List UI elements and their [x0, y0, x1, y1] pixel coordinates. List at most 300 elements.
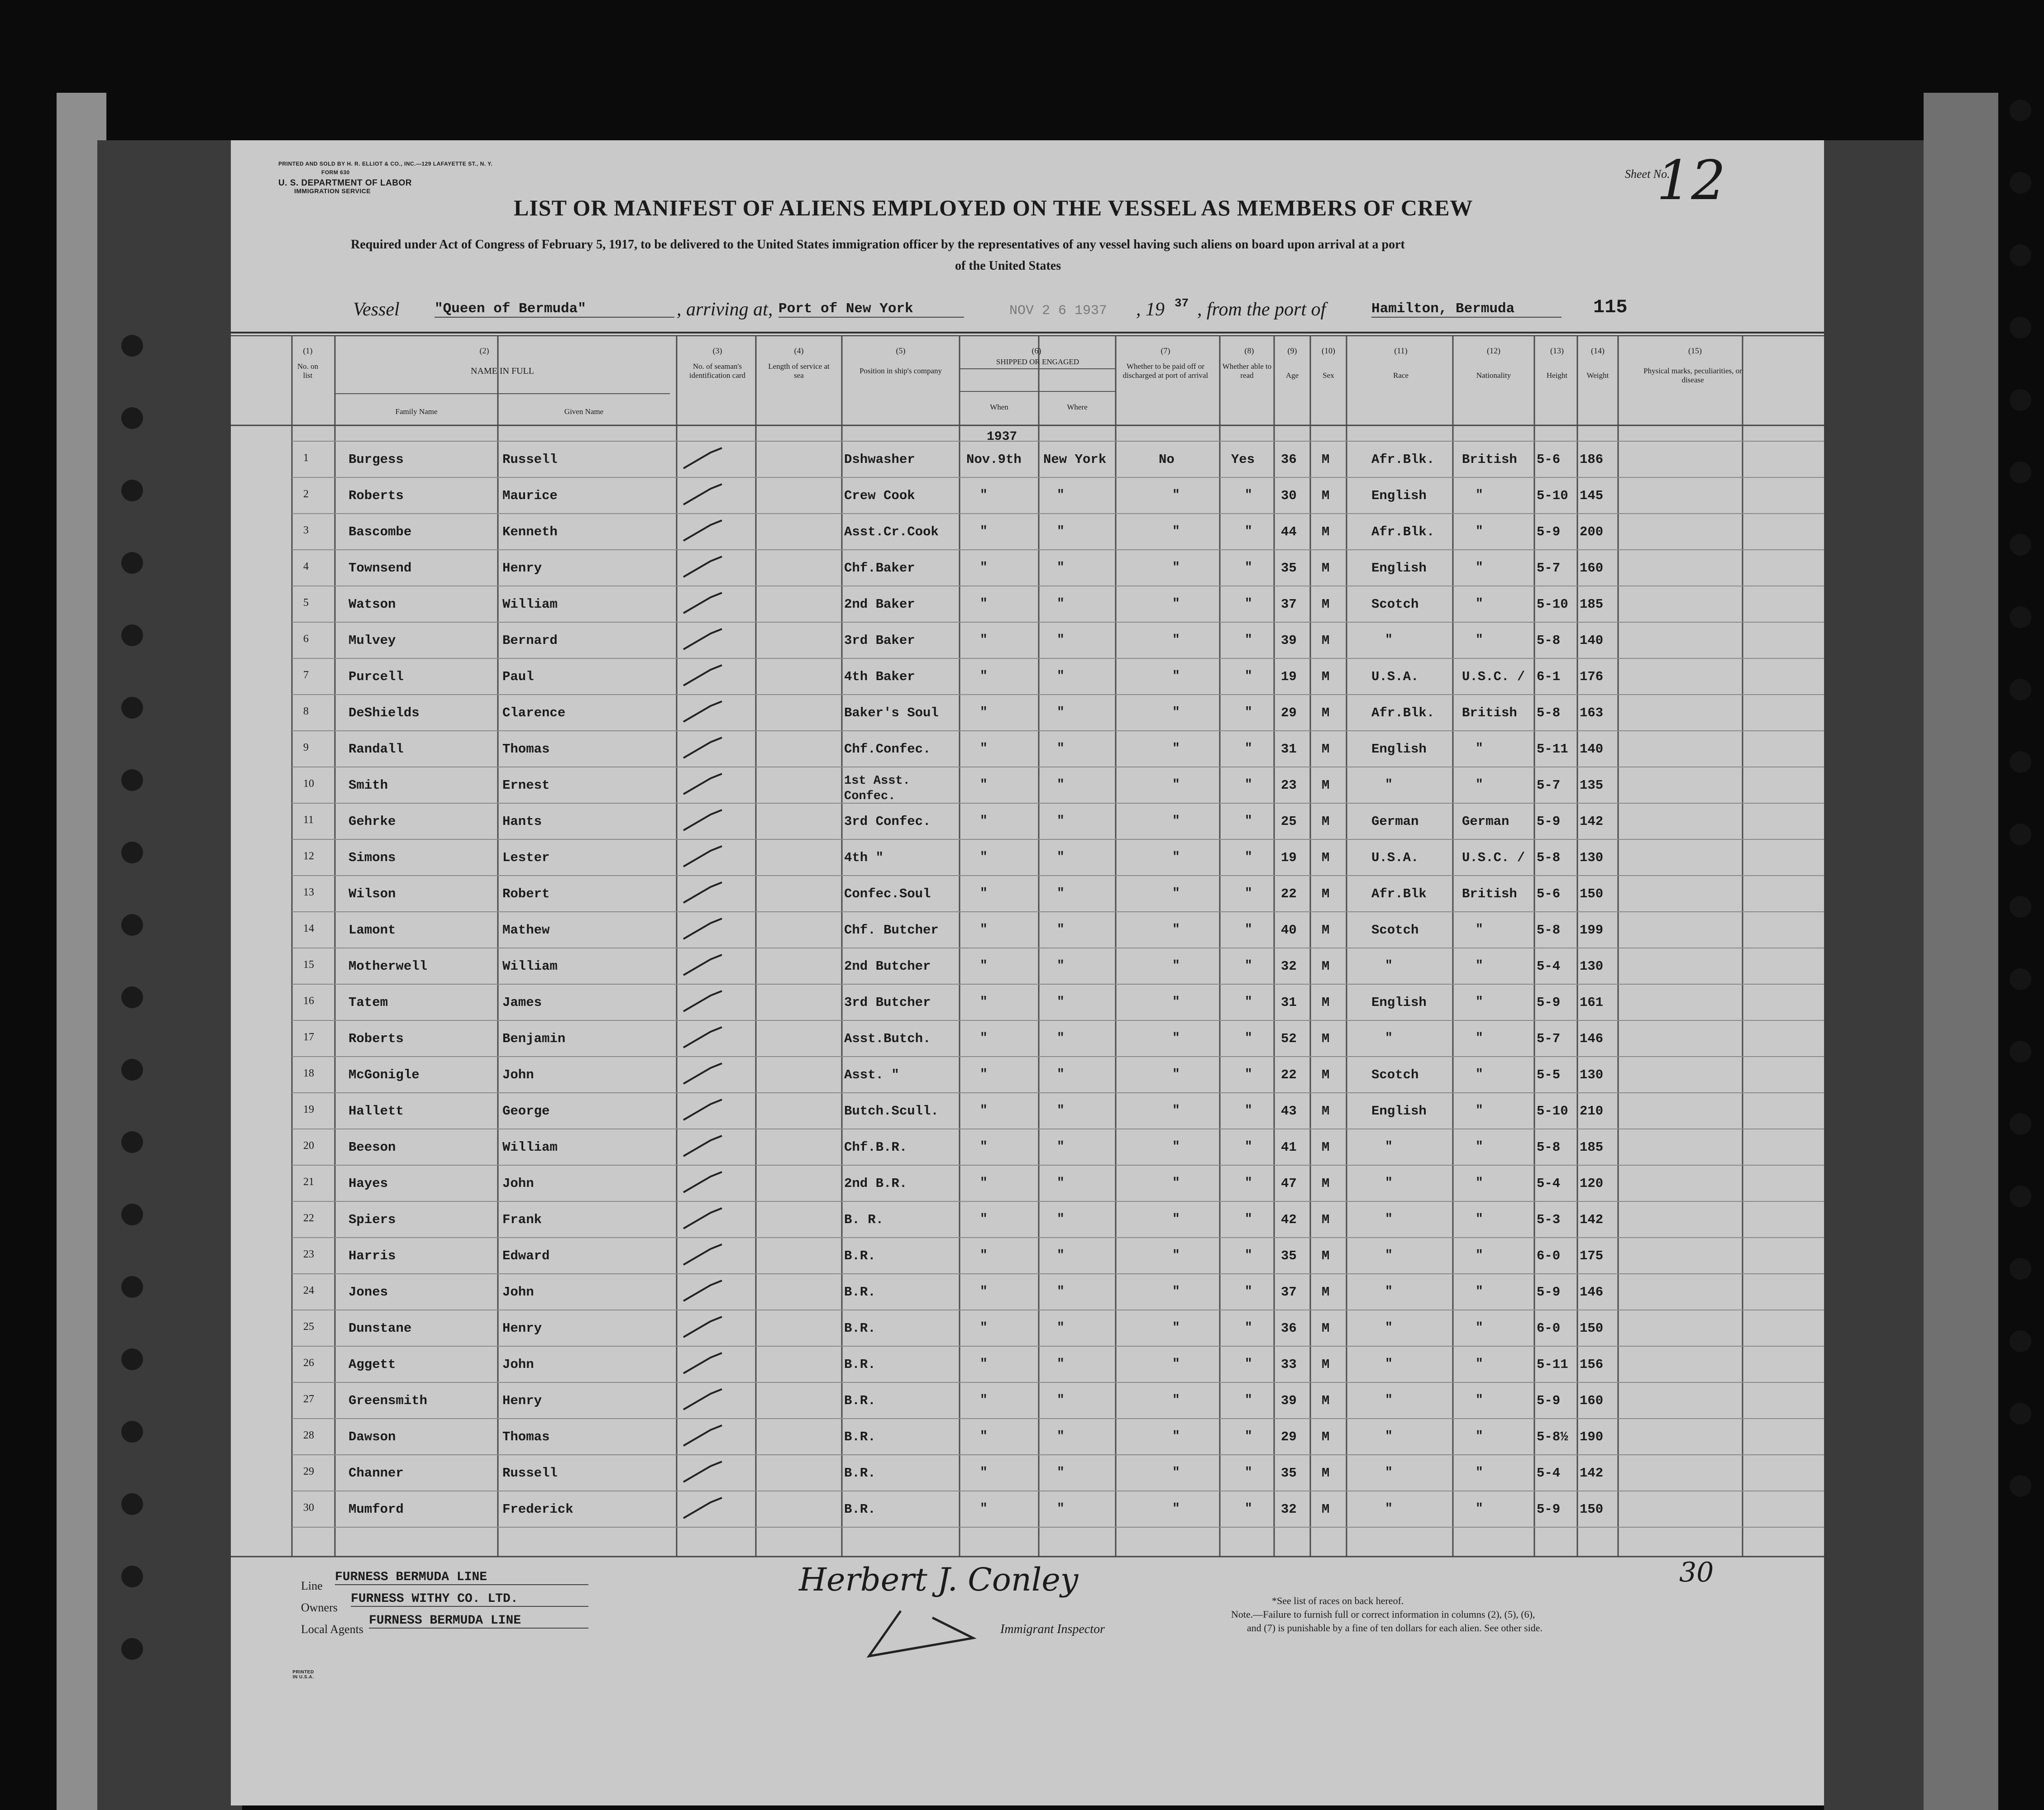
cell-height: 5-7	[1537, 561, 1561, 576]
cell-able-read: "	[1245, 742, 1252, 756]
cell-height: 5-4	[1537, 1176, 1561, 1191]
cell-family-name: Mulvey	[349, 633, 396, 648]
cell-where: "	[1057, 886, 1065, 900]
cell-height: 5-8	[1537, 923, 1561, 938]
cell-where: "	[1057, 850, 1065, 864]
table-row	[231, 514, 1824, 550]
cell-given-name: Robert	[502, 886, 550, 901]
cell-paid-off: "	[1172, 1067, 1180, 1081]
cell-no: 29	[303, 1466, 314, 1477]
cell-no: 19	[303, 1104, 314, 1115]
cell-given-name: Bernard	[502, 633, 558, 648]
cell-nationality: U.S.C. /	[1462, 850, 1525, 865]
cell-height: 5-11	[1537, 742, 1568, 757]
cell-no: 6	[303, 633, 309, 645]
cell-paid-off: "	[1172, 886, 1180, 900]
cell-where: "	[1057, 561, 1065, 575]
cell-given-name: Clarence	[502, 705, 566, 720]
cell-given-name: Henry	[502, 1393, 542, 1408]
hdr-nationality: Nationality	[1476, 371, 1511, 380]
table-row	[231, 658, 1824, 695]
cell-race: "	[1385, 1248, 1393, 1262]
table-row	[231, 876, 1824, 912]
colnum-14: (14)	[1591, 346, 1605, 355]
from-port: Hamilton, Bermuda	[1371, 301, 1562, 318]
year-prefix: , 19	[1136, 299, 1165, 320]
cell-position: 4th Baker	[844, 669, 915, 684]
cell-given-name: Ernest	[502, 778, 550, 793]
cell-family-name: Randall	[349, 742, 404, 757]
sprocket-hole	[2010, 896, 2031, 918]
cell-age: 42	[1281, 1212, 1297, 1227]
cell-weight: 142	[1580, 1212, 1604, 1227]
cell-no: 4	[303, 561, 309, 572]
cell-sex: M	[1322, 1285, 1330, 1300]
cell-family-name: Hayes	[349, 1176, 388, 1191]
cell-when: "	[980, 959, 988, 973]
cell-race: "	[1385, 1140, 1393, 1154]
cell-sex: M	[1322, 1357, 1330, 1372]
table-row	[231, 441, 1824, 477]
hdr-position: Position in ship's company	[859, 367, 942, 375]
cell-paid-off: "	[1172, 1429, 1180, 1443]
table-row	[231, 984, 1824, 1020]
cell-sex: M	[1322, 959, 1330, 974]
cell-family-name: Tatem	[349, 995, 388, 1010]
cell-paid-off: "	[1172, 1357, 1180, 1371]
cell-weight: 120	[1580, 1176, 1604, 1191]
cell-able-read: "	[1245, 778, 1252, 792]
colnum-4: (4)	[794, 346, 804, 355]
cell-nationality: "	[1476, 1393, 1483, 1407]
subtitle-line2: of the United States	[955, 259, 1061, 273]
cell-given-name: William	[502, 1140, 558, 1155]
cell-height: 5-10	[1537, 488, 1568, 503]
table-row	[231, 1346, 1824, 1382]
cell-position: B.R.	[844, 1393, 876, 1408]
cell-given-name: Edward	[502, 1248, 550, 1263]
table-row	[231, 1129, 1824, 1165]
cell-paid-off: "	[1172, 488, 1180, 502]
cell-given-name: Frank	[502, 1212, 542, 1227]
cell-family-name: Purcell	[349, 669, 404, 684]
cell-paid-off: "	[1172, 633, 1180, 647]
cell-sex: M	[1322, 452, 1330, 467]
cell-height: 5-8	[1537, 850, 1561, 865]
table-row	[231, 912, 1824, 948]
cell-when: "	[980, 1466, 988, 1480]
cell-family-name: Wilson	[349, 886, 396, 901]
table-row	[231, 1419, 1824, 1455]
cell-able-read: "	[1245, 1466, 1252, 1480]
cell-nationality: "	[1476, 1321, 1483, 1335]
cell-weight: 150	[1580, 1321, 1604, 1336]
cell-height: 5-9	[1537, 1502, 1561, 1517]
cell-weight: 200	[1580, 524, 1604, 539]
cell-given-name: George	[502, 1104, 550, 1119]
cell-able-read: "	[1245, 886, 1252, 900]
hdr-when: When	[990, 403, 1008, 411]
cell-no: 26	[303, 1357, 314, 1369]
cell-able-read: "	[1245, 1285, 1252, 1299]
cell-age: 22	[1281, 886, 1297, 901]
cell-height: 5-10	[1537, 597, 1568, 612]
cell-position: 2nd Butcher	[844, 959, 931, 974]
inspector-signature: Herbert J. Conley	[799, 1561, 1079, 1598]
cell-race: "	[1385, 959, 1393, 973]
cell-paid-off: "	[1172, 1285, 1180, 1299]
cell-height: 6-1	[1537, 669, 1561, 684]
cell-weight: 185	[1580, 597, 1604, 612]
cell-sex: M	[1322, 669, 1330, 684]
cell-sex: M	[1322, 1466, 1330, 1481]
cell-height: 5-8	[1537, 1140, 1561, 1155]
cell-sex: M	[1322, 923, 1330, 938]
cell-position: B.R.	[844, 1285, 876, 1300]
cell-race: English	[1371, 488, 1427, 503]
cell-no: 14	[303, 923, 314, 934]
cell-position: B.R.	[844, 1248, 876, 1263]
cell-no: 3	[303, 524, 309, 536]
cell-able-read: "	[1245, 524, 1252, 538]
hdr-name-in-full: NAME IN FULL	[471, 366, 534, 376]
cell-when: "	[980, 488, 988, 502]
table-row	[231, 550, 1824, 586]
manifest-sheet	[231, 140, 1824, 1805]
sprocket-hole	[121, 1421, 143, 1443]
sprocket-hole	[121, 914, 143, 936]
cell-height: 5-6	[1537, 452, 1561, 467]
cell-race: "	[1385, 1176, 1393, 1190]
cell-where: "	[1057, 1466, 1065, 1480]
table-row	[231, 1057, 1824, 1093]
colnum-15: (15)	[1688, 346, 1702, 355]
cell-sex: M	[1322, 1140, 1330, 1155]
colnum-8: (8)	[1244, 346, 1254, 355]
cell-race: U.S.A.	[1371, 850, 1419, 865]
cell-able-read: "	[1245, 705, 1252, 719]
cell-race: Afr.Blk.	[1371, 452, 1435, 467]
sprocket-hole	[2010, 751, 2031, 773]
cell-height: 5-10	[1537, 1104, 1568, 1119]
cell-race: "	[1385, 1285, 1393, 1299]
cell-age: 19	[1281, 850, 1297, 865]
cell-position: Chf.Baker	[844, 561, 915, 576]
cell-nationality: "	[1476, 742, 1483, 756]
cell-given-name: Paul	[502, 669, 534, 684]
cell-age: 22	[1281, 1067, 1297, 1082]
cell-age: 52	[1281, 1031, 1297, 1046]
arriving-label: , arriving at,	[677, 299, 773, 320]
cell-when: "	[980, 1393, 988, 1407]
cell-nationality: "	[1476, 1031, 1483, 1045]
cell-height: 5-9	[1537, 1285, 1561, 1300]
department: U. S. DEPARTMENT OF LABOR	[278, 178, 412, 188]
cell-paid-off: "	[1172, 923, 1180, 937]
backing-right	[1824, 140, 1924, 1810]
manifest-number: 115	[1593, 296, 1628, 318]
cell-where: "	[1057, 669, 1065, 683]
cell-no: 8	[303, 705, 309, 717]
cell-when: "	[980, 778, 988, 792]
cell-able-read: "	[1245, 1067, 1252, 1081]
cell-able-read: "	[1245, 814, 1252, 828]
cell-where: "	[1057, 1067, 1065, 1081]
cell-nationality: "	[1476, 959, 1483, 973]
cell-weight: 160	[1580, 1393, 1604, 1408]
cell-given-name: Mathew	[502, 923, 550, 938]
cell-nationality: British	[1462, 705, 1517, 720]
cell-family-name: Townsend	[349, 561, 412, 576]
cell-able-read: "	[1245, 1212, 1252, 1226]
cell-family-name: Roberts	[349, 488, 404, 503]
cell-paid-off: "	[1172, 1321, 1180, 1335]
cell-position: 3rd Butcher	[844, 995, 931, 1010]
cell-when: "	[980, 1104, 988, 1118]
cell-position: Butch.Scull.	[844, 1104, 939, 1119]
cell-where: "	[1057, 1393, 1065, 1407]
cell-weight: 160	[1580, 561, 1604, 576]
cell-paid-off: "	[1172, 742, 1180, 756]
cell-where: "	[1057, 923, 1065, 937]
cell-age: 41	[1281, 1140, 1297, 1155]
cell-race: English	[1371, 1104, 1427, 1119]
cell-able-read: Yes	[1231, 452, 1255, 467]
cell-position: B. R.	[844, 1212, 884, 1227]
colnum-9: (9)	[1287, 346, 1297, 355]
cell-paid-off: "	[1172, 778, 1180, 792]
cell-weight: 190	[1580, 1429, 1604, 1444]
cell-family-name: Channer	[349, 1466, 404, 1481]
cell-given-name: John	[502, 1357, 534, 1372]
arriving-port: Port of New York	[778, 301, 964, 318]
cell-family-name: Aggett	[349, 1357, 396, 1372]
cell-position: 2nd B.R.	[844, 1176, 907, 1191]
cell-nationality: "	[1476, 597, 1483, 611]
cell-position: Crew Cook	[844, 488, 915, 503]
cell-no: 12	[303, 850, 314, 862]
table-row	[231, 1310, 1824, 1346]
cell-height: 5-8	[1537, 633, 1561, 648]
cell-where: "	[1057, 524, 1065, 538]
cell-paid-off: "	[1172, 1031, 1180, 1045]
cell-sex: M	[1322, 488, 1330, 503]
sprocket-hole	[2010, 462, 2031, 483]
cell-position: B.R.	[844, 1429, 876, 1444]
cell-position: 4th "	[844, 850, 884, 865]
cell-age: 35	[1281, 1248, 1297, 1263]
cell-paid-off: "	[1172, 561, 1180, 575]
cell-nationality: "	[1476, 1212, 1483, 1226]
cell-given-name: Russell	[502, 452, 558, 467]
cell-where: "	[1057, 742, 1065, 756]
cell-race: U.S.A.	[1371, 669, 1419, 684]
cell-sex: M	[1322, 633, 1330, 648]
agents-label: Local Agents	[301, 1623, 363, 1636]
cell-nationality: "	[1476, 1140, 1483, 1154]
table-row	[231, 1274, 1824, 1310]
cell-where: New York	[1043, 452, 1107, 467]
cell-weight: 186	[1580, 452, 1604, 467]
cell-when: "	[980, 1357, 988, 1371]
colnum-3: (3)	[712, 346, 722, 355]
cell-height: 5-3	[1537, 1212, 1561, 1227]
cell-no: 9	[303, 742, 309, 753]
cell-family-name: Dawson	[349, 1429, 396, 1444]
cell-nationality: "	[1476, 778, 1483, 792]
cell-nationality: "	[1476, 524, 1483, 538]
cell-when: "	[980, 633, 988, 647]
cell-where: "	[1057, 1140, 1065, 1154]
cell-weight: 130	[1580, 850, 1604, 865]
cell-no: 24	[303, 1285, 314, 1296]
cell-position: B.R.	[844, 1357, 876, 1372]
margin-note: 30	[1679, 1557, 1714, 1588]
backing-left	[97, 140, 242, 1810]
cell-when: "	[980, 1502, 988, 1516]
sheet-label: Sheet No.	[1625, 167, 1670, 181]
cell-no: 18	[303, 1067, 314, 1079]
cell-age: 32	[1281, 1502, 1297, 1517]
cell-position: Chf.B.R.	[844, 1140, 907, 1155]
cell-sex: M	[1322, 561, 1330, 576]
colnum-13: (13)	[1550, 346, 1564, 355]
cell-where: "	[1057, 597, 1065, 611]
cell-height: 5-9	[1537, 814, 1561, 829]
cell-able-read: "	[1245, 669, 1252, 683]
sprocket-hole	[121, 1131, 143, 1153]
cell-nationality: "	[1476, 633, 1483, 647]
service: IMMIGRATION SERVICE	[294, 187, 371, 195]
cell-weight: 142	[1580, 1466, 1604, 1481]
cell-age: 23	[1281, 778, 1297, 793]
cell-no: 28	[303, 1429, 314, 1441]
cell-weight: 175	[1580, 1248, 1604, 1263]
cell-no: 20	[303, 1140, 314, 1152]
hdr-height: Height	[1546, 371, 1568, 380]
cell-paid-off: "	[1172, 1502, 1180, 1516]
cell-sex: M	[1322, 1176, 1330, 1191]
sprocket-hole	[2010, 389, 2031, 411]
cell-given-name: John	[502, 1176, 534, 1191]
subtitle-line1: Required under Act of Congress of February 5, 1917, to be delivered to the United States immigration officer by the representatives of any vessel having such aliens on board upon arrival at a port	[351, 238, 1405, 252]
table-row	[231, 1455, 1824, 1491]
cell-no: 11	[303, 814, 314, 826]
cell-sex: M	[1322, 1393, 1330, 1408]
cell-weight: 199	[1580, 923, 1604, 938]
cell-race: "	[1385, 1393, 1393, 1407]
cell-where: "	[1057, 1285, 1065, 1299]
cell-paid-off: "	[1172, 1212, 1180, 1226]
cell-age: 39	[1281, 1393, 1297, 1408]
line-label: Line	[301, 1579, 323, 1592]
cell-weight: 163	[1580, 705, 1604, 720]
colnum-12: (12)	[1487, 346, 1500, 355]
year-note: 1937	[987, 430, 1017, 444]
cell-family-name: Simons	[349, 850, 396, 865]
cell-sex: M	[1322, 705, 1330, 720]
cell-no: 5	[303, 597, 309, 609]
colnum-1: (1)	[303, 346, 313, 355]
cell-no: 22	[303, 1212, 314, 1224]
cell-able-read: "	[1245, 488, 1252, 502]
cell-sex: M	[1322, 886, 1330, 901]
sprocket-hole	[2010, 1186, 2031, 1207]
cell-given-name: John	[502, 1067, 534, 1082]
hdr-weight: Weight	[1586, 371, 1609, 380]
sheet-number: 12	[1657, 149, 1726, 212]
cell-position: B.R.	[844, 1502, 876, 1517]
cell-when: "	[980, 1212, 988, 1226]
note-line1: Note.—Failure to furnish full or correct information in columns (2), (5), (6),	[1231, 1609, 1535, 1620]
cell-race: "	[1385, 1031, 1393, 1045]
cell-where: "	[1057, 1104, 1065, 1118]
cell-where: "	[1057, 1212, 1065, 1226]
cell-no: 23	[303, 1248, 314, 1260]
cell-nationality: "	[1476, 1466, 1483, 1480]
cell-given-name: James	[502, 995, 542, 1010]
cell-able-read: "	[1245, 850, 1252, 864]
cell-position: Asst. "	[844, 1067, 899, 1082]
cell-paid-off: "	[1172, 1140, 1180, 1154]
cell-height: 5-8	[1537, 705, 1561, 720]
cell-sex: M	[1322, 597, 1330, 612]
cell-where: "	[1057, 1502, 1065, 1516]
cell-sex: M	[1322, 1502, 1330, 1517]
cell-age: 44	[1281, 524, 1297, 539]
cell-weight: 185	[1580, 1140, 1604, 1155]
table-row	[231, 1093, 1824, 1129]
cell-height: 5-7	[1537, 1031, 1561, 1046]
sprocket-hole	[121, 697, 143, 719]
cell-sex: M	[1322, 850, 1330, 865]
cell-nationality: "	[1476, 923, 1483, 937]
hdr-given-name: Given Name	[564, 407, 604, 416]
hdr-id-card: No. of seaman's identification card	[689, 362, 746, 380]
cell-height: 5-9	[1537, 524, 1561, 539]
cell-when: "	[980, 1429, 988, 1443]
hdr-sex: Sex	[1323, 371, 1334, 380]
cell-where: "	[1057, 705, 1065, 719]
cell-age: 39	[1281, 633, 1297, 648]
cell-position: B.R.	[844, 1321, 876, 1336]
cell-given-name: William	[502, 597, 558, 612]
owners-label: Owners	[301, 1601, 338, 1614]
cell-weight: 146	[1580, 1031, 1604, 1046]
cell-where: "	[1057, 814, 1065, 828]
cell-sex: M	[1322, 742, 1330, 757]
cell-age: 30	[1281, 488, 1297, 503]
cell-race: "	[1385, 1429, 1393, 1443]
hdr-shipped: SHIPPED OR ENGAGED	[996, 357, 1079, 366]
cell-when: "	[980, 1321, 988, 1335]
cell-given-name: Maurice	[502, 488, 558, 503]
date-stamp: NOV 2 6 1937	[1009, 303, 1108, 319]
cell-no: 25	[303, 1321, 314, 1333]
sprocket-hole	[121, 624, 143, 646]
cell-paid-off: "	[1172, 1104, 1180, 1118]
cell-able-read: "	[1245, 1176, 1252, 1190]
cell-height: 6-0	[1537, 1248, 1561, 1263]
cell-sex: M	[1322, 1104, 1330, 1119]
cell-height: 6-0	[1537, 1321, 1561, 1336]
cell-height: 5-6	[1537, 886, 1561, 901]
cell-able-read: "	[1245, 959, 1252, 973]
sprocket-hole	[121, 842, 143, 863]
sprocket-hole	[2010, 606, 2031, 628]
cell-age: 31	[1281, 742, 1297, 757]
cell-race: Scotch	[1371, 1067, 1419, 1082]
